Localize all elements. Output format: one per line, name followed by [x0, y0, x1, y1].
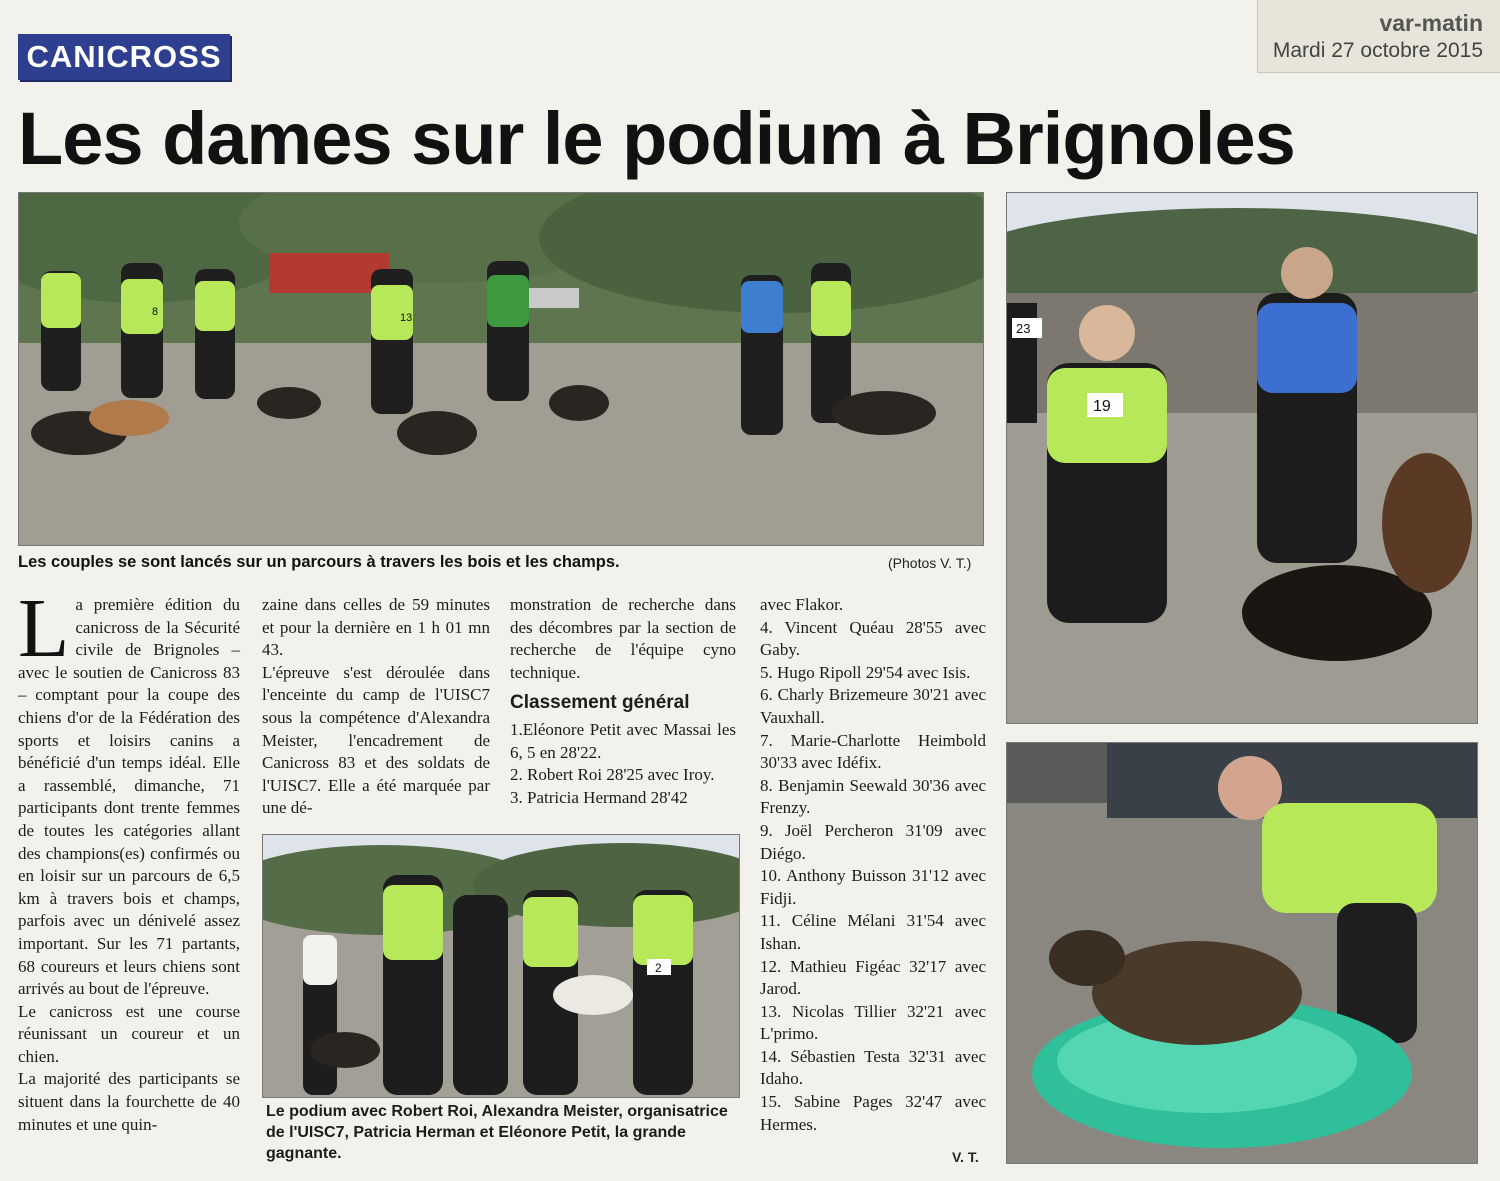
classement-line: 2. Robert Roi 28'25 avec Iroy.: [510, 765, 715, 785]
masthead: [1257, 0, 1500, 73]
classement-line: 4. Vincent Quéau 28'55 avec Gaby.: [760, 617, 986, 660]
classement-line: 7. Marie-Charlotte Heimbold 30'33 avec Idéfix.: [760, 730, 986, 773]
article-paragraph-1: La première édition du canicross de la Sécurité civile de Brignoles – avec le soutien de Canicross 83 – comptant pour la coupe des chiens d'or de la Fédération des sports et loisirs canins a bénéficié d'un temps idéal. Elle a rassemblé, dimanche, 71 participants dont trente femmes de toutes les catégories allant des champions(es) confirmés ou en loisir sur un parcours de 6,5 km à travers bois et champs, parfois avec un dénivelé assez important. Sur les 71 partants, 68 coureurs et leurs chiens sont arrivés au bout de l'épreuve.: [18, 582, 240, 999]
classement-line: 1.Eléonore Petit avec Massai les 6, 5 en 28'22.: [510, 719, 736, 762]
classement-line: 9. Joël Percheron 31'09 avec Diégo.: [760, 820, 986, 863]
photo-podium: [262, 834, 740, 1098]
article-column-3: [510, 594, 736, 809]
classement-line: 13. Nicolas Tillier 32'21 avec L'primo.: [760, 1001, 986, 1044]
classement-line: 10. Anthony Buisson 31'12 avec Fidji.: [760, 866, 986, 908]
article-column-2: [262, 594, 490, 820]
article-paragraph-3: La majorité des participants se situent dans la fourchette de 40 minutes et une quin-: [18, 1069, 240, 1134]
classement-line: avec Flakor.: [760, 595, 844, 614]
classement-line: 15. Sabine Pages 32'47 avec Hermes.: [760, 1092, 986, 1134]
classement-heading: Classement général: [510, 692, 690, 714]
section-rubric: CANICROSS: [18, 34, 230, 80]
photo-dog-in-pool: [1006, 742, 1478, 1164]
article-paragraph-2: Le canicross est une course réunissant un coureur et un chien.: [18, 1001, 240, 1066]
publication-name: var-matin: [1379, 10, 1483, 36]
classement-line: 3. Patricia Hermand 28'42: [510, 787, 688, 807]
bib-number-2: 2: [655, 961, 662, 975]
classement-line: 14. Sébastien Testa 32'31 avec Idaho.: [760, 1046, 986, 1089]
article-column-4: [760, 594, 986, 1136]
bib-number-19: 19: [1093, 398, 1111, 415]
photo-credit: (Photos V. T.): [888, 555, 972, 571]
publication-date: Mardi 27 octobre 2015: [1272, 39, 1483, 62]
drop-cap: L: [18, 582, 70, 675]
photo-caption-podium: Le podium avec Robert Roi, Alexandra Meister, organisatrice de l'UISC7, Patricia Herman et Eléonore Petit, la grande gagnante.: [266, 1103, 728, 1162]
classement-line: 12. Mathieu Figéac 32'17 avec Jarod.: [760, 956, 986, 999]
headline: Les dames sur le podium à Brignoles: [18, 97, 1295, 180]
bib-number-13: 13: [400, 312, 413, 324]
classement-line: 8. Benjamin Seewald 30'36 avec Frenzy.: [760, 775, 986, 818]
photo-runners-start: [18, 192, 984, 546]
podium-photo-credit: V. T.: [952, 1149, 979, 1165]
bib-number-8: 8: [152, 306, 159, 318]
photo-runner-number-19: [1006, 192, 1478, 724]
bib-number-23: 23: [1016, 321, 1031, 336]
classement-line: 5. Hugo Ripoll 29'54 avec Isis.: [760, 662, 971, 682]
classement-line: 11. Céline Mélani 31'54 avec Ishan.: [760, 911, 986, 953]
article-paragraph-5: L'épreuve s'est déroulée dans l'enceinte du camp de l'UISC7 sous la compétence d'Alexandra Meister, l'encadrement de Canicross 83 et des soldats de l'UISC7. Elle a été marquée par une dé-: [262, 662, 490, 818]
article-paragraph-4: zaine dans celles de 59 minutes et pour la dernière en 1 h 01 mn 43.: [262, 595, 490, 660]
article-paragraph-6: monstration de recherche dans des décombres par la section de recherche de l'équipe cyno technique.: [510, 595, 736, 682]
article-column-1: [18, 582, 240, 1136]
classement-line: 6. Charly Brizemeure 30'21 avec Vauxhall.: [760, 685, 986, 727]
photo-caption-main: Les couples se sont lancés sur un parcours à travers les bois et les champs.: [18, 553, 620, 571]
